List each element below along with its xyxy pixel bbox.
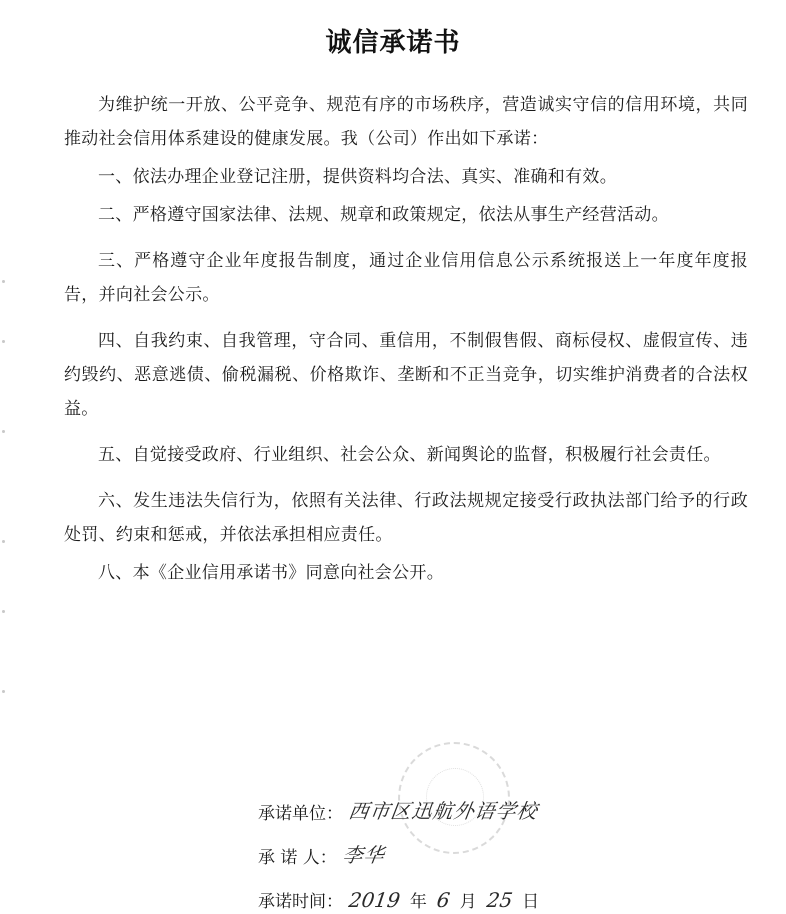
commitment-item-8: 八、本《企业信用承诺书》同意向社会公开。 [98, 563, 444, 583]
document-title: 诚信承诺书 [325, 28, 461, 58]
unit-label: 承诺单位： [258, 804, 343, 824]
commitment-item-5: 五、自觉接受政府、行业组织、社会公众、新闻舆论的监督，积极履行社会责任。 [98, 445, 721, 465]
year-unit: 年 [409, 892, 427, 912]
month-value: 6 [435, 888, 452, 912]
person-handwritten-signature: 李华 [340, 843, 387, 867]
commitment-item-4: 四、自我约束、自我管理，守合同、重信用，不制假售假、商标侵权、虚假宣传、违约毁约、恶意逃债、偷税漏税、价格欺诈、垄断和不正当竞争，切实维护消费者的合法权益。 [64, 331, 748, 419]
signature-block [258, 780, 678, 912]
signature-unit-row [258, 780, 678, 824]
signature-person-row [258, 824, 678, 868]
intro-paragraph: 为维护统一开放、公平竞争、规范有序的市场秩序，营造诚实守信的信用环境，共同推动社会信用体系建设的健康发展。我（公司）作出如下承诺： [64, 95, 748, 149]
unit-handwritten-value: 西市区迅航外语学校 [347, 799, 540, 823]
day-value: 25 [484, 888, 514, 912]
person-label: 承 诺 人： [258, 848, 337, 868]
document-body [64, 88, 748, 590]
commitment-item-1: 一、依法办理企业登记注册，提供资料均合法、真实、准确和有效。 [98, 167, 617, 187]
year-value: 2019 [347, 888, 402, 912]
month-unit: 月 [459, 892, 477, 912]
day-unit: 日 [522, 892, 540, 912]
time-label: 承诺时间： [258, 892, 343, 912]
scan-margin-marks [2, 280, 10, 700]
commitment-item-2: 二、严格遵守国家法律、法规、规章和政策规定，依法从事生产经营活动。 [98, 205, 669, 225]
commitment-item-3: 三、严格遵守企业年度报告制度，通过企业信用信息公示系统报送上一年度年度报告，并向社会公示。 [64, 251, 748, 305]
signature-time-row [258, 868, 678, 912]
commitment-item-6: 六、发生违法失信行为，依照有关法律、行政法规规定接受行政执法部门给予的行政处罚、约束和惩戒，并依法承担相应责任。 [64, 491, 748, 545]
